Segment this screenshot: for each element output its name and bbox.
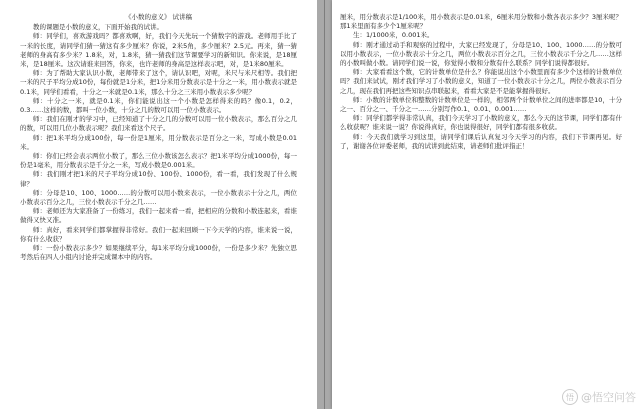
paragraph: 师：小数的计数单位和整数的计数单位是一样的，相邻两个计数单位之间的进率都是10，十分之一、百分之一、千分之一……分别写作0.1、0.01、0.001…… [340, 95, 622, 114]
watermark-text: @悟空问答 [581, 391, 636, 404]
wukong-logo-icon: 悟 [562, 389, 578, 405]
paragraph: 师：同学们，喜欢游戏吗？都喜欢啊，好，我们今天先玩一个猜数字的游戏。老师用手比了一米的长度，请同学们猜一猜这有多少厘米？你说，2米5角，多少厘米？2.5元。再来，猜一猜老师的身高有多少米？1.8米，对，1.8米，猜一猜我们这节课要学习的新知识。你来说，是18厘米，是18厘米。这次请谁来回答，你来，也许老师的身高是这样表示吧，对，是1米80厘米。 [20, 32, 297, 69]
document-title: 《小数的意义》 试讲稿 [124, 13, 193, 21]
paragraph: 师：把1米平均分成100份，每一份是1厘米，用分数表示是百分之一米，写成小数是0.01米。 [20, 133, 297, 151]
paragraph: 教的课题是小数的意义，下面开始我的试讲。 [33, 23, 163, 32]
paragraph: 师：大家看看这个数，它的计数单位是什么？你能说出这个小数里面有多少个这样的计数单位吗？我们来试试，刚才我们学习了小数的意义，知道了一位小数表示十分之几，两位小数表示百分之几，现在我们再把这些知识点串联起来，看看大家是不是能掌握得很好。 [340, 68, 622, 95]
paragraph: 师：真好，看来同学们都掌握得非常好。我们一起来回顾一下今天学的内容，谁来说一说，你有什么收获？ [20, 225, 297, 243]
document-page-right [332, 0, 640, 409]
page-left-content [20, 13, 297, 262]
page-right-content [340, 13, 622, 151]
paragraph: 师：我们在刚才的学习中，已经知道了十分之几的分数可以用一位小数表示，那么百分之几的数，可以用几位小数表示呢？我们来看这个尺子。 [20, 115, 297, 133]
paragraph: 师：同学们都学得非常认真，我们今天学习了小数的意义，那么今天的这节课，同学们都有什么收获呢？谁来说一说？你说得真好，你也说得很好，同学们都有很多收获。 [340, 114, 622, 132]
paragraph: 师：为了帮助大家认识小数，老师带来了这个，请认识吧，对呢，米尺与米尺相等。我们把一米的尺子平均分成10份，每份就是1分米，把1分米用分数表示是十分之一米，用小数表示就是0.1米，同学们看看，十分之一米就是0.1米，那么十分之三米用小数表示多少呢？ [20, 69, 297, 96]
paragraph: 师：我们刚才把1米的尺子平均分成10份、100份、1000份，看一看，我们发现了什么规律？ [20, 170, 297, 188]
paragraph: 师：老师还为大家准备了一份练习，我们一起来看一看，把相应的分数和小数连起来，看谁做得又快又准。 [20, 207, 297, 225]
paragraph: 师：一份小数表示多少？如果继续平分，每1米平均分成1000份，一份是多少米？先独立思考然后在四人小组内讨论并完成课本中的内容。 [20, 244, 297, 262]
paragraph: 师：刚才通过动手和观察的过程中，大家已经发现了，分母是10、100、1000……的分数可以用小数表示，一位小数表示十分之几，两位小数表示百分之几，三位小数表示千分之几……这样的小数叫做小数。请同学们说一说，你觉得小数和分数有什么联系？同学们说得都很好。 [340, 40, 622, 68]
paragraph: 师：分母是10、100、1000……的分数可以用小数来表示，一位小数表示十分之几，两位小数表示百分之几，三位小数表示千分之几…… [20, 188, 297, 207]
paragraph: 生：1/1000米，0.001米。 [353, 31, 434, 40]
paragraph: 师：十分之一米，就是0.1米，你们能说出这一个小数是怎样得来的吗？像0.1，0.2，0.3……这样的数，都叫一位小数，十分之几的数可以用一位小数表示。 [20, 96, 297, 115]
watermark [562, 389, 636, 405]
paragraph: 厘米，用分数表示是1/100米，用小数表示是0.01米，6厘米用分数和小数各表示多少？3厘米呢？那1米里面有多少个1厘米呢？ [340, 13, 622, 31]
page-divider [324, 0, 325, 409]
paragraph: 师：今天我们就学习到这里，请同学们课后认真复习今天学习的内容，我们下节课再见。好了，谢谢各位评委老师，我的试讲到此结束，请老师们批评指正！ [340, 132, 622, 150]
paragraph: 师：你们已经会表示两位小数了，那么三位小数该怎么表示？把1米平均分成1000份，每一份是1毫米，用分数表示是千分之一米，写成小数是0.001米。 [20, 152, 297, 170]
document-page-left [0, 0, 317, 409]
